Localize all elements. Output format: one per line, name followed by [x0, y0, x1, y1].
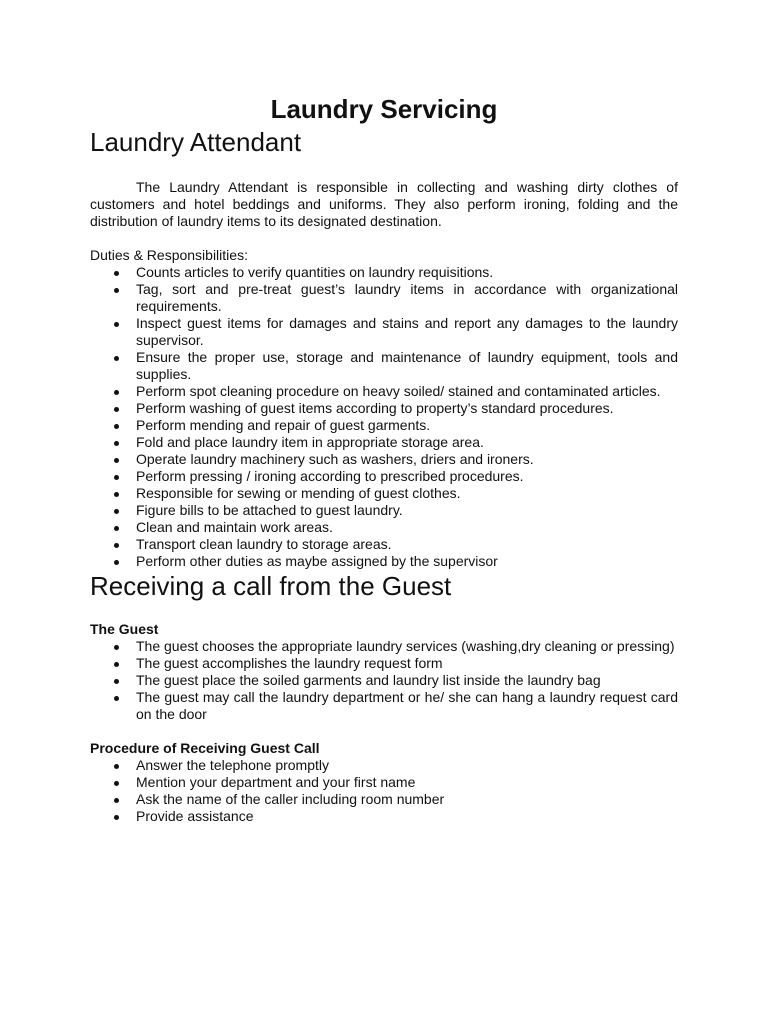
laundry-attendant-heading: Laundry Attendant	[90, 127, 302, 157]
list-item: Perform spot cleaning procedure on heavy soiled/ stained and contaminated articles.	[90, 383, 678, 400]
list-item: Counts articles to verify quantities on laundry requisitions.	[90, 264, 678, 281]
list-item: Inspect guest items for damages and stains and report any damages to the laundry supervisor.	[90, 315, 678, 349]
document-page	[90, 92, 678, 825]
guest-steps-list	[90, 638, 678, 723]
list-item: Fold and place laundry item in appropriate storage area.	[90, 434, 678, 451]
the-guest-subheading: The Guest	[90, 621, 159, 637]
procedure-subheading: Procedure of Receiving Guest Call	[90, 740, 320, 756]
list-item: Ensure the proper use, storage and maintenance of laundry equipment, tools and supplies.	[90, 349, 678, 383]
procedure-steps-list	[90, 757, 678, 825]
list-item: Perform other duties as maybe assigned by the supervisor	[90, 553, 678, 570]
list-item: Clean and maintain work areas.	[90, 519, 678, 536]
list-item: Operate laundry machinery such as washers, driers and ironers.	[90, 451, 678, 468]
document-title: Laundry Servicing	[270, 94, 498, 124]
list-item: Responsible for sewing or mending of guest clothes.	[90, 485, 678, 502]
list-item: Provide assistance	[90, 808, 678, 825]
list-item: Mention your department and your first name	[90, 774, 678, 791]
list-item: The guest accomplishes the laundry request form	[90, 655, 678, 672]
list-item: Figure bills to be attached to guest laundry.	[90, 502, 678, 519]
list-item: The guest chooses the appropriate laundry services (washing,dry cleaning or pressing)	[90, 638, 678, 655]
receiving-call-heading: Receiving a call from the Guest	[90, 571, 452, 601]
list-item: Ask the name of the caller including room number	[90, 791, 678, 808]
duties-list	[90, 264, 678, 570]
list-item: Perform pressing / ironing according to prescribed procedures.	[90, 468, 678, 485]
list-item: Tag, sort and pre-treat guest’s laundry items in accordance with organizational requirements.	[90, 281, 678, 315]
list-item: Perform washing of guest items according to property’s standard procedures.	[90, 400, 678, 417]
list-item: Perform mending and repair of guest garments.	[90, 417, 678, 434]
list-item: The guest place the soiled garments and laundry list inside the laundry bag	[90, 672, 678, 689]
list-item: Answer the telephone promptly	[90, 757, 678, 774]
attendant-intro-paragraph: The Laundry Attendant is responsible in collecting and washing dirty clothes of customers and hotel beddings and uniforms. They also perform ironing, folding and the distribution of laundry items to its designated destination.	[90, 179, 678, 229]
list-item: The guest may call the laundry department or he/ she can hang a laundry request card on the door	[90, 689, 678, 723]
list-item: Transport clean laundry to storage areas.	[90, 536, 678, 553]
duties-label: Duties & Responsibilities:	[90, 247, 248, 263]
